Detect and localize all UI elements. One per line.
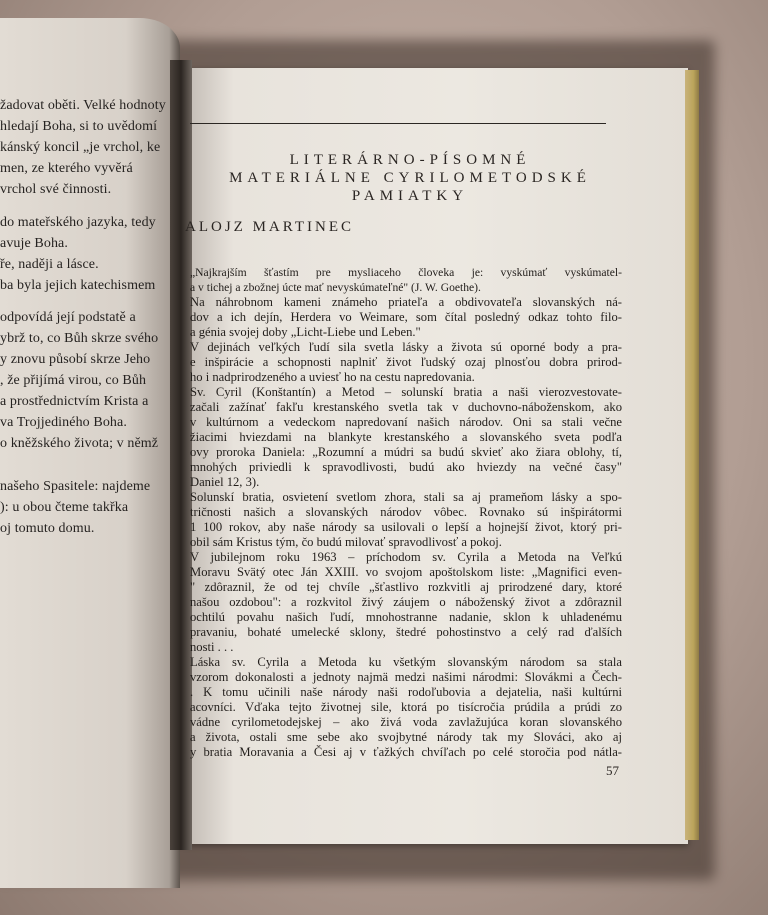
left-line: kánský koncil „je vrchol, ke (0, 140, 161, 155)
left-line: vrchol své činnosti. (0, 182, 112, 197)
body-line: ovy proroka Daniela: „Rozumní a múdri sa budú skvieť ako žiara oblohy, tí, (190, 445, 622, 459)
body-line: Láska sv. Cyrila a Metoda ku všetkým slovanským národom sa stala (190, 655, 622, 669)
body-line: pravaniu, bohaté umelecké sklony, štedré pohostinstvo a celý rad ďalších (190, 625, 622, 639)
left-line: men, ze kterého vyvěrá (0, 161, 133, 176)
body-line: y bratia Moravania a Česi aj v ťažkých chvíľach po celé storočia pod nátla- (190, 745, 622, 759)
body-line: dov a ich dejín, Herdera vo Weimare, som čítal posledný odkaz tohto filo- (190, 310, 622, 324)
left-line: ybrž to, co Bůh skrze svého (0, 331, 159, 346)
left-line: ba byla jejich katechismem (0, 278, 156, 293)
body-line: V jubilejnom roku 1963 – príchodom sv. Cyrila a Metoda na Veľkú (190, 550, 622, 564)
book-gutter (170, 60, 192, 850)
body-line: Sv. Cyril (Konštantín) a Metod – solunskí bratia a naši vierozvestovate- (190, 385, 622, 399)
left-line: va Trojjediného Boha. (0, 415, 127, 430)
left-line: avuje Boha. (0, 236, 68, 251)
body-line: tričnosti našich a slovanských národov vôbec. Rovnako sú inšpirátormi (190, 505, 622, 519)
left-line: a prostřednictvím Krista a (0, 394, 149, 409)
left-line: hledají Boha, si to uvědomí (0, 119, 158, 134)
left-line: odpovídá její podstatě a (0, 310, 136, 325)
body-line: vzorom dokonalosti a jednoty najmä medzi našimi národmi: Slovákmi a Čech- (190, 670, 622, 684)
body-line: a života, ostali sme sebe ako svojbytné národy tak my Slováci, ako aj (190, 730, 622, 744)
left-line: žadovat oběti. Velké hodnoty (0, 98, 166, 113)
body-line: Solunskí bratia, osvietení svetlom zhora, stali sa aj prameňom lásky a spo- (190, 490, 622, 504)
body-line: Na náhrobnom kameni známeho priateľa a obdivovateľa slovanských ná- (190, 295, 622, 309)
body-line: nosti . . . (190, 640, 234, 654)
left-line: o kněžského života; v němž (0, 436, 159, 451)
body-line: ho i nadprirodzeného a uviesť ho na cestu napredovania. (190, 370, 475, 384)
body-line: ochtilú povahu našich ľudí, mnohostranne nadanie, sklon k uhladenému (190, 610, 622, 624)
body-line: a v tichej a zbožnej úcte mať nevyskúmateľné" (J. W. Goethe). (190, 281, 481, 294)
chapter-title-line-3: PAMIATKY (351, 188, 469, 204)
body-line: 1 100 rokov, aby naše národy sa usilovali o lepší a hojnejší život, ktorý pri- (190, 520, 622, 534)
body-line: našou ozdobou": a rozkvitol živý záujem o náboženský život a zdôraznil (190, 595, 622, 609)
body-line: a génia svojej doby „Licht-Liebe und Leben." (190, 325, 421, 339)
page-number: 57 (606, 763, 619, 778)
body-line: mnohých priviedli k spravodlivosti, budú ako hviezdy na večné časy" (190, 460, 622, 474)
body-line: žiacimi hviezdami na blankyte krestanského a slovanského sveta podľa (190, 430, 622, 444)
body-line: Daniel 12, 3). (190, 475, 260, 489)
body-line: Moravu Svätý otec Ján XXIII. vo svojom apoštolskom liste: „Magnifici even- (190, 565, 622, 579)
left-line: našeho Spasitele: najdeme (0, 479, 151, 494)
body-line: vádne cyrilometodejskej – ako živá voda zavlažujúca koran slovanského (190, 715, 622, 729)
left-line: do mateřského jazyka, tedy (0, 215, 156, 230)
chapter-title-line-1: LITERÁRNO-PÍSOMNÉ (289, 152, 531, 168)
header-rule (190, 123, 606, 124)
left-line: y znovu působí skrze Jeho (0, 352, 151, 367)
body-line: e inšpirácie a schopnosti naplniť život ľudský ozaj plnosťou dobra prirod- (190, 355, 622, 369)
left-page (0, 18, 180, 888)
body-line: „Najkrajším šťastím pre mysliaceho človeka je: vyskúmať vyskúmatel- (190, 266, 622, 279)
author-name: ALOJZ MARTINEC (185, 219, 355, 235)
body-line: acovníci. Vďaka tejto životnej sile, ktorá po tisícročia prúdila a prúdi zo (190, 700, 622, 714)
chapter-title-line-2: MATERIÁLNE CYRILOMETODSKÉ (229, 170, 591, 186)
body-line: začali zažínať fakľu krestanského svetla tak v duchovno-náboženskom, ako (190, 400, 622, 414)
body-line: V dejinách veľkých ľudí sila svetla lásky a života sú oporné body a pra- (190, 340, 622, 354)
left-line: , že přijímá virou, co Bůh (0, 373, 147, 388)
body-line: . K tomu učinili naše národy naši rodoľubovia a dejatelia, naši kultúrni (190, 685, 622, 699)
page-edge (685, 70, 699, 840)
left-line: ): u obou čteme takřka (0, 500, 129, 515)
left-line: ře, naději a lásce. (0, 257, 99, 272)
left-line: oj tomuto domu. (0, 521, 95, 536)
body-line: obil sám Kristus tým, čo budú milovať spravodlivosť a pokoj. (190, 535, 502, 549)
body-line: " zdôraznil, že od tej chvíle „šťastlivo rozkvitli aj prirodzené dary, ktoré (190, 580, 622, 594)
body-line: v kultúrnom a vedeckom napredovaní našich národov. Oni sa stali večne (190, 415, 622, 429)
